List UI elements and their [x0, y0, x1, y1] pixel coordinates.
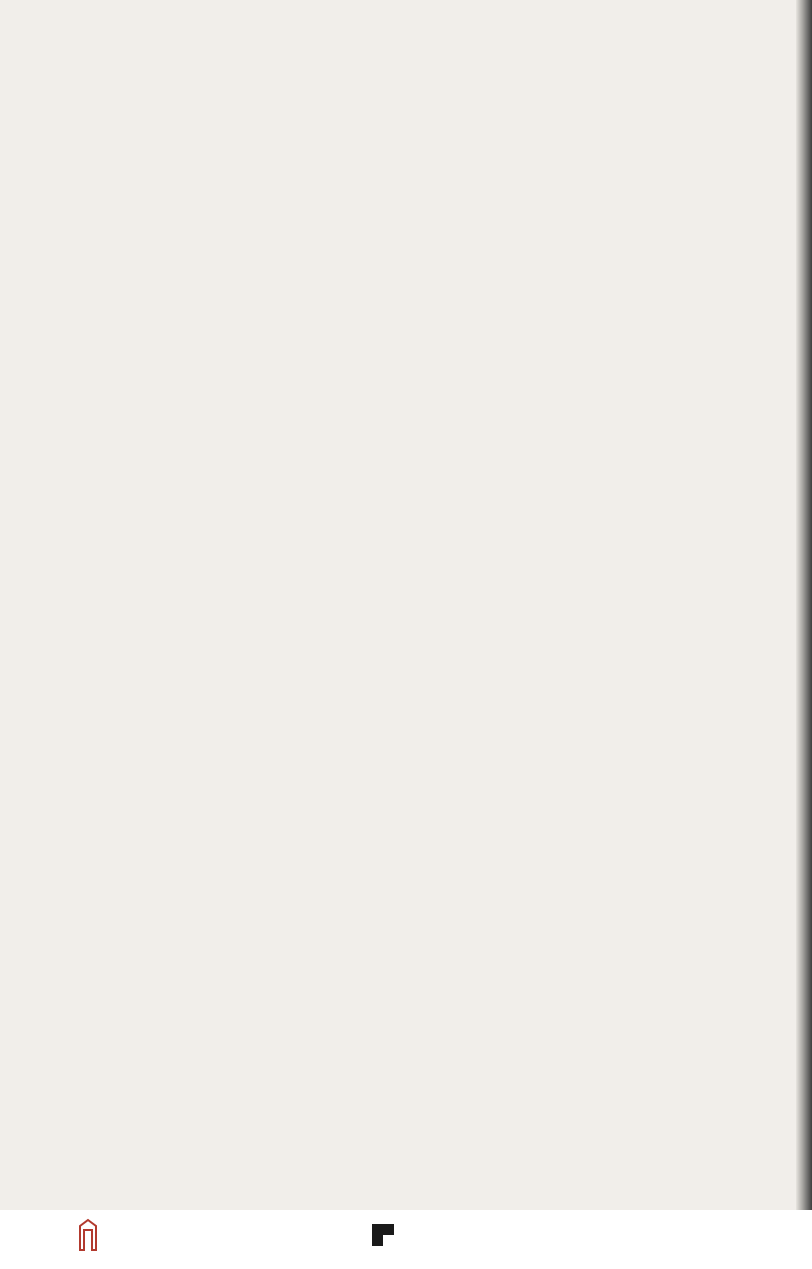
- viewer-footer: [0, 1210, 812, 1269]
- book-spine: [796, 0, 812, 1210]
- kunstbibliothek-logo-icon: [372, 1224, 394, 1246]
- university-logo-icon: [78, 1218, 98, 1252]
